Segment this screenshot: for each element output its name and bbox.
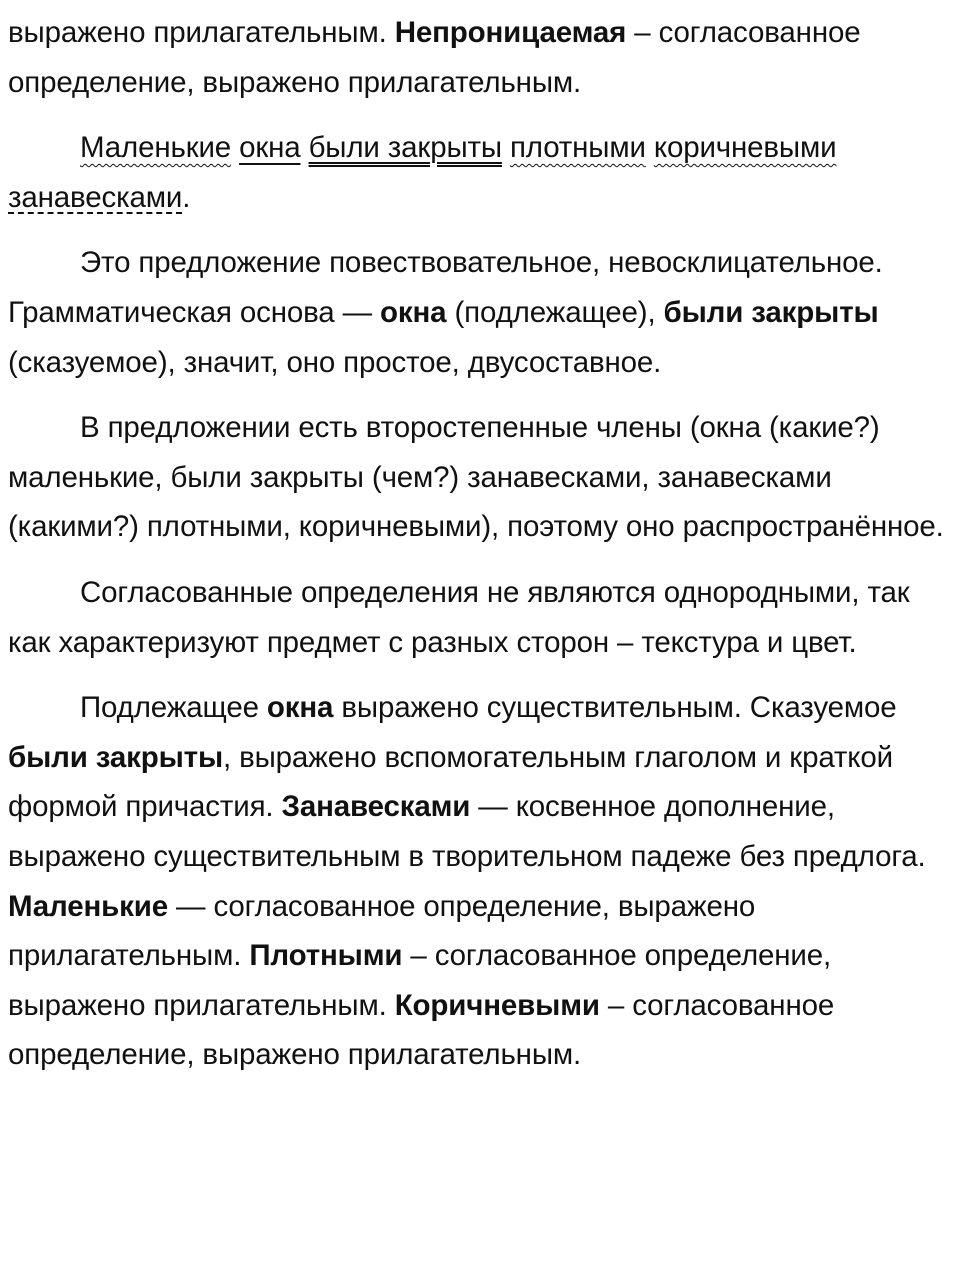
text: выражено прилагательным. — [8, 16, 395, 49]
word-attribute: плотными — [509, 131, 646, 165]
bold-term: окна — [380, 295, 447, 329]
bold-term: окна — [266, 691, 334, 725]
paragraph-continuation — [8, 8, 953, 107]
text: (подлежащее), — [446, 295, 664, 329]
text: – согласованное определение, выражено прилагательным. — [8, 939, 832, 1022]
word-object: занавесками — [8, 180, 183, 214]
text: – согласованное определение, выражено прилагательным. — [8, 16, 861, 99]
text: – согласованное определение, выражено прилагательным. — [8, 988, 835, 1072]
bold-term: Непроницаемая — [394, 16, 627, 49]
text: , выражено вспомогательным глаголом и краткой формой причастия. — [8, 740, 893, 824]
bold-term: были закрыты — [8, 740, 223, 774]
paragraph-secondary-members — [8, 403, 953, 552]
analyzed-sentence — [8, 123, 953, 222]
text: — согласованное определение, выражено прилагательным. — [8, 889, 756, 973]
bold-term: Маленькие — [8, 889, 169, 923]
text: выражено существительным. Сказуемое — [333, 691, 897, 725]
paragraph-parts-of-speech — [8, 683, 953, 1080]
text: Это предложение повествовательное, невосклицательное. Грамматическая основа — — [8, 246, 883, 329]
text: (сказуемое), значит, оно простое, двусоставное. — [8, 345, 662, 379]
word-subject: окна — [239, 131, 301, 165]
document-page — [8, 0, 953, 1096]
bold-term: Занавесками — [281, 790, 471, 824]
text: В предложении есть второстепенные члены (окна (какие?) маленькие, были закрыты (чем?) занавесками, занавесками (какими?) плотными, коричневыми), поэтому оно распространённое. — [8, 411, 944, 544]
word-predicate: были закрыты — [308, 131, 502, 165]
paragraph-homogeneity — [8, 568, 953, 667]
text: — косвенное дополнение, выражено существительным в творительном падеже без предлога. — [8, 790, 926, 873]
text: Подлежащее — [80, 691, 267, 725]
word-attribute: Маленькие — [80, 131, 232, 165]
paragraph-sentence-type — [8, 238, 953, 387]
text: Согласованные определения не являются однородными, так как характеризуют предмет с разных сторон – текстура и цвет. — [8, 575, 910, 659]
bold-term: были закрыты — [663, 295, 879, 329]
sentence-period: . — [182, 180, 191, 214]
bold-term: Плотными — [249, 939, 403, 973]
word-attribute: коричневыми — [653, 131, 837, 165]
bold-term: Коричневыми — [394, 988, 600, 1022]
